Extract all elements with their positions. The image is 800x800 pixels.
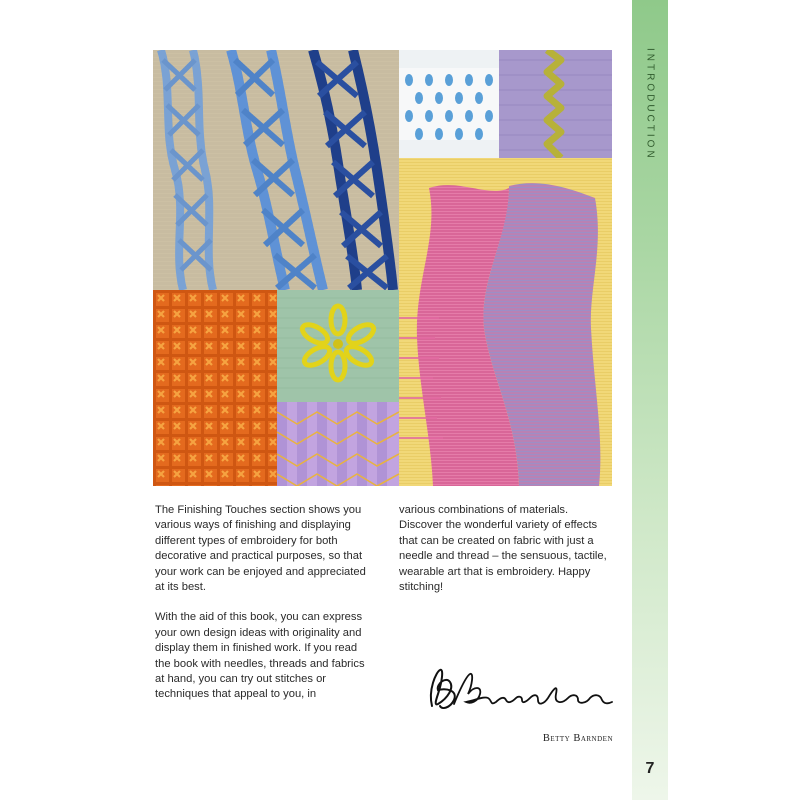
photo-lavender-zigzag [499,50,612,158]
photo-white-smocking [399,50,499,158]
photo-pink-weaving [399,158,612,486]
photo-blue-braids [153,50,399,290]
section-tab-label: INTRODUCTION [644,48,656,161]
photo-lilac-smocking [277,402,399,486]
paragraph-finishing-touches: The Finishing Touches section shows you various ways of finishing and displaying different types of embroidery for both decorative and practical purposes, so that your work can be enjoyed and appreciated at its best. [155,504,366,594]
handwritten-signature [418,660,613,720]
embroidery-photo-collage [153,50,612,486]
body-text-right [399,503,613,610]
photo-yellow-daisy [277,290,399,402]
page-number: 7 [645,760,655,777]
body-text-left [155,503,373,718]
author-name: Betty Barnden [542,733,613,744]
paragraph-various-combinations: various combinations of materials. Discover the wonderful variety of effects that can be created on fabric with just a needle and thread – the sensuous, tactile, wearable art that is embroidery. Happy stitching! [399,504,607,594]
photo-orange-cross-stitch [153,290,277,486]
paragraph-with-the-aid: With the aid of this book, you can express your own design ideas with originality and display them in finished work. If you read the book with needles, threads and fabrics at hand, you can try out stitches or techniques that appeal to you, in [155,611,365,701]
